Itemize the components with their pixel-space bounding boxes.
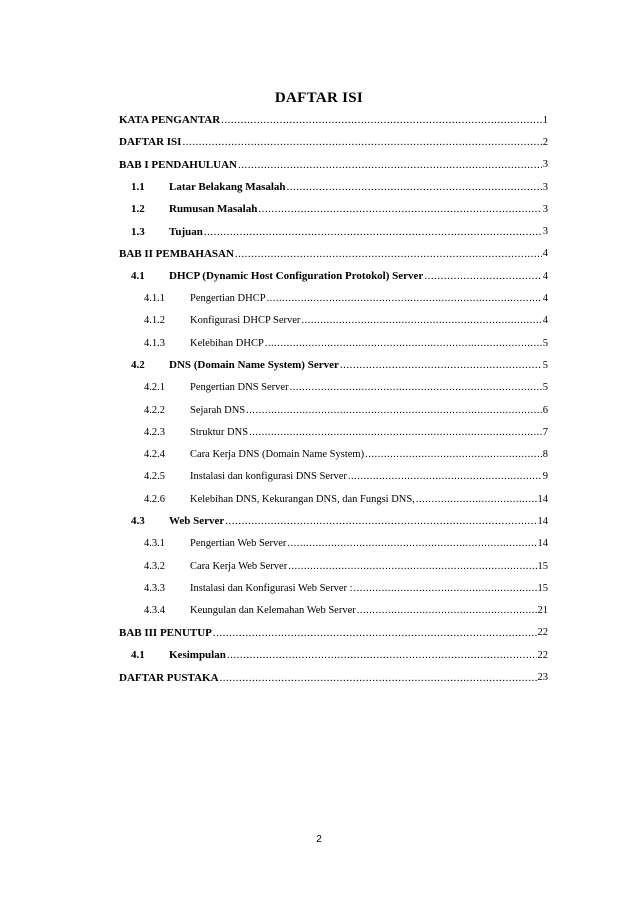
toc-entry-page: 4	[542, 248, 548, 260]
toc-entry-number: 4.3.3	[144, 582, 165, 594]
toc-entry[interactable]	[119, 377, 548, 399]
toc-entry[interactable]	[119, 131, 548, 153]
toc-entry-title: BAB I PENDAHULUAN	[119, 158, 237, 171]
toc-entry-number: 4.3.1	[144, 538, 165, 550]
toc-entry[interactable]	[119, 466, 548, 488]
toc-entry-title: Struktur DNS	[190, 426, 249, 438]
dot-leader	[221, 114, 542, 126]
toc-entry-page: 3	[542, 203, 548, 215]
toc-entry-title: Pengertian DNS Server	[190, 382, 289, 394]
toc-entry-page: 14	[537, 515, 548, 527]
toc-entry-number: 4.1	[131, 270, 145, 283]
toc-entry-page: 22	[537, 627, 548, 639]
dot-leader	[267, 293, 542, 304]
toc-entry[interactable]	[119, 644, 548, 666]
toc-entry[interactable]	[119, 488, 548, 510]
toc-entry-number: 4.1.2	[144, 315, 165, 327]
toc-entry[interactable]	[119, 176, 548, 198]
toc-entry-number: 4.2.3	[144, 426, 165, 438]
toc-entry[interactable]	[119, 666, 548, 688]
dot-leader	[238, 159, 542, 171]
toc-entry-number: 4.2	[131, 359, 145, 372]
dot-leader	[354, 583, 537, 594]
toc-entry[interactable]	[119, 310, 548, 332]
dot-leader	[357, 605, 537, 616]
toc-entry-title: KATA PENGANTAR	[119, 114, 221, 127]
dot-leader	[265, 338, 542, 349]
toc-entry-title: Web Server	[169, 515, 225, 528]
toc-entry-number: 4.1.1	[144, 293, 165, 305]
toc-entry-number: 4.2.5	[144, 471, 165, 483]
dot-leader	[220, 672, 537, 684]
toc-entry-number: 4.2.1	[144, 382, 165, 394]
toc-entry[interactable]	[119, 399, 548, 421]
toc-entry-page: 22	[537, 649, 548, 661]
dot-leader	[290, 382, 542, 393]
toc-entry-title: Pengertian Web Server	[190, 538, 287, 550]
toc-entry-page: 5	[542, 382, 548, 394]
toc-entry-page: 4	[542, 293, 548, 305]
toc-entry-page: 6	[542, 404, 548, 416]
toc-entry-title: Cara Kerja Web Server	[190, 560, 288, 572]
toc-entry-page: 14	[537, 538, 548, 550]
toc-entry-page: 23	[537, 672, 548, 684]
toc-entry-page: 14	[537, 493, 548, 505]
dot-leader	[340, 359, 542, 371]
toc-entry-title: DHCP (Dynamic Host Configuration Protokol) Server	[169, 270, 424, 283]
toc-entry-page: 1	[542, 114, 548, 126]
toc-entry[interactable]	[119, 265, 548, 287]
toc-entry-title: DNS (Domain Name System) Server	[169, 359, 339, 372]
page-number: 2	[316, 834, 322, 845]
toc-entry-title: BAB III PENUTUP	[119, 626, 212, 639]
dot-leader	[213, 627, 537, 639]
dot-leader	[301, 315, 541, 326]
toc-entry[interactable]	[119, 533, 548, 555]
toc-entry-title: Kelebihan DNS, Kekurangan DNS, dan Fungsi DNS,	[190, 493, 415, 505]
toc-entry-title: Konfigurasi DHCP Server	[190, 315, 301, 327]
toc-entry-page: 7	[542, 426, 548, 438]
dot-leader	[288, 561, 536, 572]
toc-entry[interactable]	[119, 154, 548, 176]
toc-entry[interactable]	[119, 421, 548, 443]
dot-leader	[424, 270, 541, 282]
toc-entry[interactable]	[119, 109, 548, 131]
toc-entry-title: Kelebihan DHCP	[190, 337, 264, 349]
table-of-contents	[119, 109, 548, 689]
toc-entry[interactable]	[119, 510, 548, 532]
toc-entry[interactable]	[119, 622, 548, 644]
toc-entry-number: 4.3.4	[144, 605, 165, 617]
toc-entry-page: 3	[542, 226, 548, 238]
toc-entry-page: 5	[542, 337, 548, 349]
toc-entry[interactable]	[119, 354, 548, 376]
toc-entry[interactable]	[119, 555, 548, 577]
dot-leader	[365, 449, 542, 460]
dot-leader	[246, 405, 542, 416]
toc-entry-number: 4.2.6	[144, 493, 165, 505]
page-title: DAFTAR ISI	[274, 90, 364, 106]
dot-leader	[182, 136, 541, 148]
toc-entry-page: 9	[542, 471, 548, 483]
toc-entry-number: 4.2.4	[144, 449, 165, 461]
toc-entry-title: Sejarah DNS	[190, 404, 246, 416]
dot-leader	[348, 471, 542, 482]
toc-entry-number: 4.1	[131, 649, 145, 662]
toc-entry-page: 8	[542, 449, 548, 461]
toc-entry[interactable]	[119, 287, 548, 309]
toc-entry-number: 1.3	[131, 225, 145, 238]
dot-leader	[287, 181, 542, 193]
toc-entry[interactable]	[119, 600, 548, 622]
toc-entry-number: 1.2	[131, 203, 145, 216]
dot-leader	[258, 203, 541, 215]
dot-leader	[227, 649, 537, 661]
toc-entry-number: 4.2.2	[144, 404, 165, 416]
toc-entry-page: 15	[537, 560, 548, 572]
toc-entry-number: 4.1.3	[144, 337, 165, 349]
toc-entry-title: Kesimpulan	[169, 649, 226, 662]
toc-entry-number: 1.1	[131, 181, 145, 194]
toc-entry-title: DAFTAR ISI	[119, 136, 182, 149]
toc-entry-page: 21	[537, 605, 548, 617]
toc-entry-title: Pengertian DHCP	[190, 293, 266, 305]
dot-leader	[287, 538, 536, 549]
toc-entry[interactable]	[119, 332, 548, 354]
toc-entry-title: DAFTAR PUSTAKA	[119, 671, 219, 684]
toc-entry-page: 4	[542, 315, 548, 327]
toc-entry-page: 4	[542, 270, 548, 282]
dot-leader	[416, 494, 537, 505]
toc-entry-title: Latar Belakang Masalah	[169, 181, 286, 194]
toc-entry-title: Tujuan	[169, 225, 203, 238]
toc-entry-title: Rumusan Masalah	[169, 203, 258, 216]
dot-leader	[235, 248, 542, 260]
toc-entry-title: BAB II PEMBAHASAN	[119, 247, 234, 260]
dot-leader	[249, 427, 542, 438]
dot-leader	[204, 226, 542, 238]
toc-entry[interactable]	[119, 577, 548, 599]
toc-entry-page: 15	[537, 582, 548, 594]
toc-entry-title: Instalasi dan konfigurasi DNS Server	[190, 471, 347, 483]
toc-entry-title: Keungulan dan Kelemahan Web Server	[190, 605, 356, 617]
toc-entry-number: 4.3.2	[144, 560, 165, 572]
toc-entry-page: 2	[542, 136, 548, 148]
toc-entry-title: Instalasi dan Konfigurasi Web Server :	[190, 582, 353, 594]
toc-entry-page: 5	[542, 359, 548, 371]
toc-entry[interactable]	[119, 198, 548, 220]
toc-entry[interactable]	[119, 443, 548, 465]
toc-entry[interactable]	[119, 243, 548, 265]
toc-entry-page: 3	[542, 181, 548, 193]
toc-entry[interactable]	[119, 220, 548, 242]
toc-entry-page: 3	[542, 159, 548, 171]
dot-leader	[225, 515, 536, 527]
toc-entry-number: 4.3	[131, 515, 145, 528]
toc-entry-title: Cara Kerja DNS (Domain Name System)	[190, 449, 365, 461]
